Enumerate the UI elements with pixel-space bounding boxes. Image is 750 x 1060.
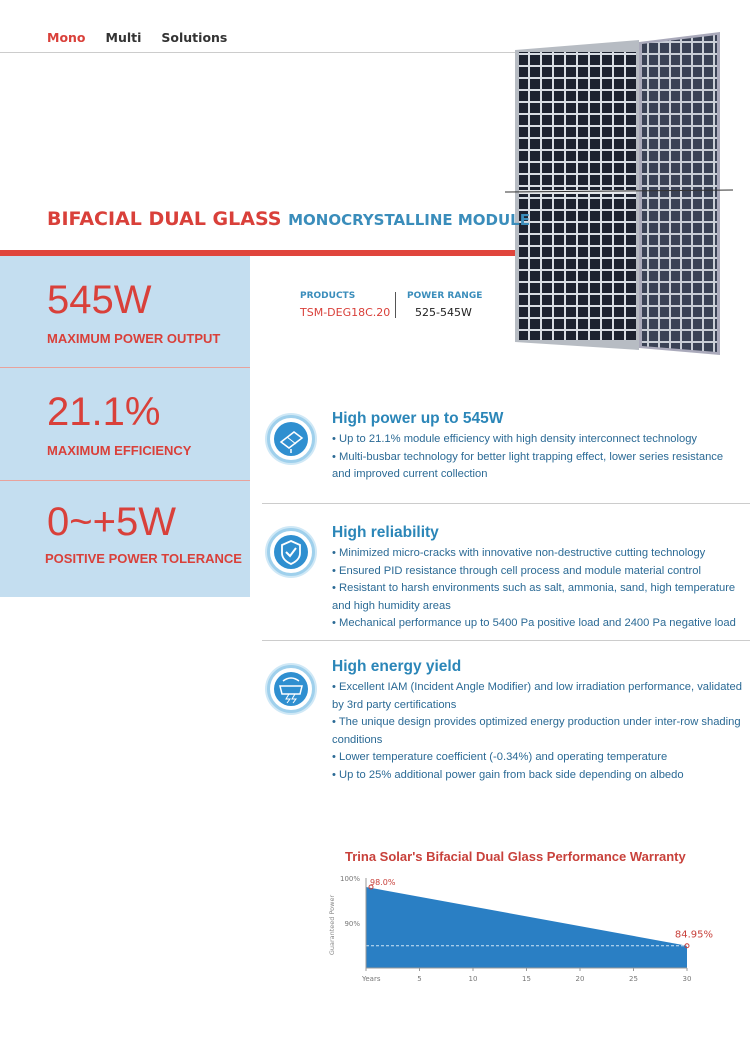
shield-check-icon (267, 528, 315, 576)
divider (395, 292, 396, 318)
solar-panel-image (505, 30, 745, 360)
y-tick-label: 100% (339, 875, 360, 883)
divider (0, 480, 250, 481)
divider (262, 503, 750, 504)
power-range-value: 525-545W (415, 306, 472, 319)
x-tick-label: 5 (417, 975, 422, 983)
x-tick-label: 15 (522, 975, 531, 983)
warranty-chart (320, 870, 740, 990)
nav-divider (0, 52, 515, 53)
feature-high-power (332, 410, 742, 484)
feature-title: High reliability (332, 524, 439, 541)
stat-efficiency-value: 21.1% (47, 390, 161, 434)
feature-bullet: • Minimized micro-cracks with innovative non-destructive cutting technology (332, 547, 706, 559)
x-tick-label: 20 (575, 975, 585, 983)
products-label: PRODUCTS (300, 291, 356, 301)
stat-efficiency-label: MAXIMUM EFFICIENCY (47, 443, 192, 458)
page-title (47, 208, 530, 230)
feature-bullet: • Mechanical performance up to 5400 Pa positive load and 2400 Pa negative load (332, 617, 736, 630)
tab-mono[interactable]: Mono (47, 30, 86, 45)
x-tick-label: Years (362, 975, 381, 983)
x-tick-label: 10 (468, 975, 478, 983)
stat-power-value: 545W (47, 278, 152, 322)
y-axis-label: Guaranteed Power (328, 894, 336, 956)
tab-multi[interactable]: Multi (105, 30, 142, 45)
data-label: 84.95% (674, 929, 713, 941)
y-tick-label: 90% (344, 920, 360, 928)
feature-bullet: • Up to 25% additional power gain from back side depending on albedo (332, 768, 684, 781)
x-tick-label: 25 (629, 975, 638, 983)
feature-bullet: • Resistant to harsh environments such as salt, ammonia, sand, high temperature and high humidity areas (332, 582, 736, 612)
chart-title: Trina Solar's Bifacial Dual Glass Performance Warranty (345, 849, 686, 864)
power-range-label: POWER RANGE (407, 291, 483, 301)
feature-bullet: • Multi-busbar technology for better light trapping effect, lower series resistance and improved current collection (332, 450, 724, 481)
title-blue: MONOCRYSTALLINE MODULE (288, 211, 530, 229)
title-red: BIFACIAL DUAL GLASS (47, 208, 282, 230)
feature-bullet: • Lower temperature coefficient (-0.34%) and operating temperature (332, 751, 668, 764)
energy-panel-icon (267, 665, 315, 713)
feature-high-reliability (332, 524, 742, 633)
products-value: TSM-DEG18C.20 (300, 306, 391, 319)
feature-bullet: • The unique design provides optimized energy production under inter-row shading conditions (332, 716, 741, 746)
stat-power-label: MAXIMUM POWER OUTPUT (47, 331, 221, 346)
area-series (366, 887, 687, 968)
stat-tolerance-value: 0~+5W (47, 500, 176, 544)
feature-high-energy-yield (332, 658, 742, 785)
feature-bullet: • Ensured PID resistance through cell process and module material control (332, 564, 701, 577)
solar-panel-icon (267, 415, 315, 463)
x-tick-label: 30 (682, 975, 692, 983)
feature-title: High energy yield (332, 658, 462, 675)
stat-tolerance-label: POSITIVE POWER TOLERANCE (45, 551, 242, 566)
divider (262, 640, 750, 641)
nav-tabs (47, 30, 227, 45)
data-label: 98.0% (370, 878, 396, 887)
tab-solutions[interactable]: Solutions (161, 30, 228, 45)
divider (0, 367, 250, 368)
feature-title: High power up to 545W (332, 410, 504, 427)
feature-bullet: • Excellent IAM (Incident Angle Modifier) and low irradiation performance, validated by 3rd party certifications (332, 681, 742, 711)
feature-bullet: • Up to 21.1% module efficiency with high density interconnect technology (332, 433, 698, 445)
